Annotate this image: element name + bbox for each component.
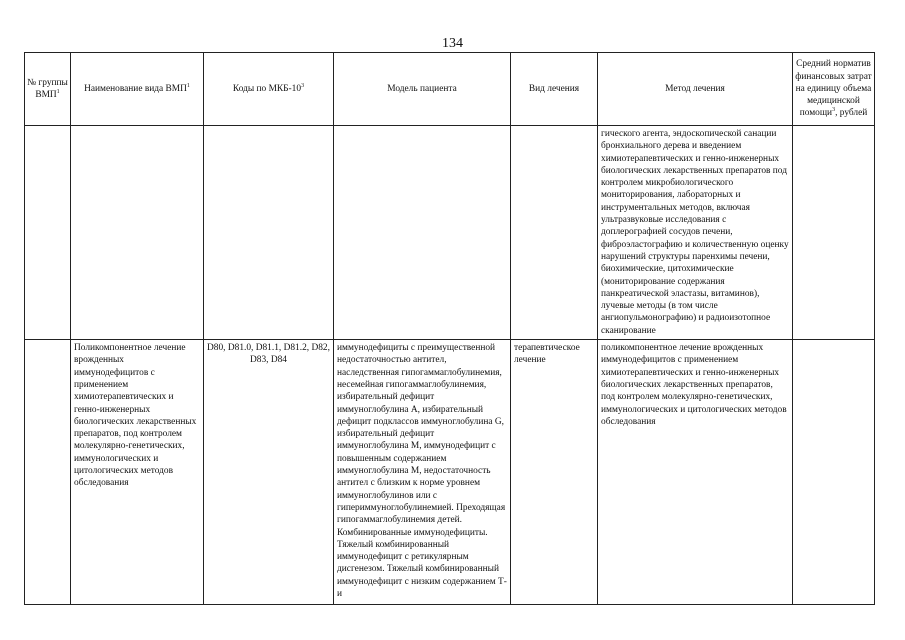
footnote-mark: 3 [832,107,836,114]
cell-average-cost [793,340,875,605]
header-vmp-name [71,53,204,126]
header-icd-codes [204,53,334,126]
cell-vmp-name [71,126,204,340]
footnote-mark: 1 [56,88,60,95]
header-vmp-name-label: Наименование вида ВМП [84,83,187,94]
header-group-number [25,53,71,126]
cell-group-number [25,126,71,340]
cell-treatment-type: терапевтическое лечение [511,340,598,605]
header-treatment-type: Вид лечения [511,53,598,126]
footnote-mark: 3 [301,82,305,89]
table-row [25,126,875,340]
header-icd-codes-label: Коды по МКБ-10 [232,83,302,94]
cell-icd-codes: D80, D81.0, D81.1, D81.2, D82, D83, D84 [204,340,334,605]
cell-group-number [25,340,71,605]
page-number: 134 [442,36,463,51]
cell-patient-model: иммунодефициты с преимущественной недостаточностью антител, наследственная гипогаммаглобулинемия, несемейная гипогаммаглобулинемия, избирательный дефицит иммуноглобулина А, избирательный дефицит подклассов иммуноглобулина G, избирательный дефицит иммуноглобулина М, иммунодефицит с повышенным содержанием иммуноглобулина М, недостаточность антител с близким к норме уровнем иммуноглобулинов или с гипериммуноглобулинемией. Преходящая гипогаммаглобулинемия детей. Комбинированные иммунодефициты. Тяжелый комбинированный иммунодефицит с ретикулярным дисгенезом. Тяжелый комбинированный иммунодефицит с низким содержанием Т- и [334,340,511,605]
header-row [25,53,875,126]
header-group-number-label: № группы ВМП [27,77,68,100]
cell-patient-model [334,126,511,340]
header-average-cost [793,53,875,126]
cell-treatment-method: гического агента, эндоскопической санации бронхиального дерева и введением химиотерапевтических и генно-инженерных биологических лекарственных препаратов под контролем микробиологического мониторирования, лабораторных и инструментальных методов, включая ультразвуковые исследования с доплерографией сосудов печени, фиброэластографию и количественную оценку нарушений структуры паренхимы печени, биохимические, цитохимические (мониторирование содержания панкреатической эластазы, витаминов), лучевые методы (в том числе ангиопульмонографию) и радиоизотопное сканирование [598,126,793,340]
cell-treatment-method: поликомпонентное лечение врожденных иммунодефицитов с применением химиотерапевтических и генно-инженерных биологических лекарственных препаратов, под контролем молекулярно-генетических, иммунологических и цитологических методов обследования [598,340,793,605]
header-patient-model: Модель пациента [334,53,511,126]
header-treatment-method: Метод лечения [598,53,793,126]
vmp-table [24,52,875,605]
header-average-cost-label: Средний норматив финансовых затрат на единицу объема медицинской помощи [795,59,872,119]
cell-treatment-type [511,126,598,340]
cell-icd-codes [204,126,334,340]
header-average-cost-unit: , рублей [835,108,868,119]
footnote-mark: 1 [186,82,190,89]
table-row [25,340,875,605]
cell-average-cost [793,126,875,340]
cell-vmp-name: Поликомпонентное лечение врожденных иммунодефицитов с применением химиотерапевтических и генно-инженерных биологических лекарственных препаратов, под контролем молекулярно-генетических, иммунологических и цитологических методов обследования [71,340,204,605]
